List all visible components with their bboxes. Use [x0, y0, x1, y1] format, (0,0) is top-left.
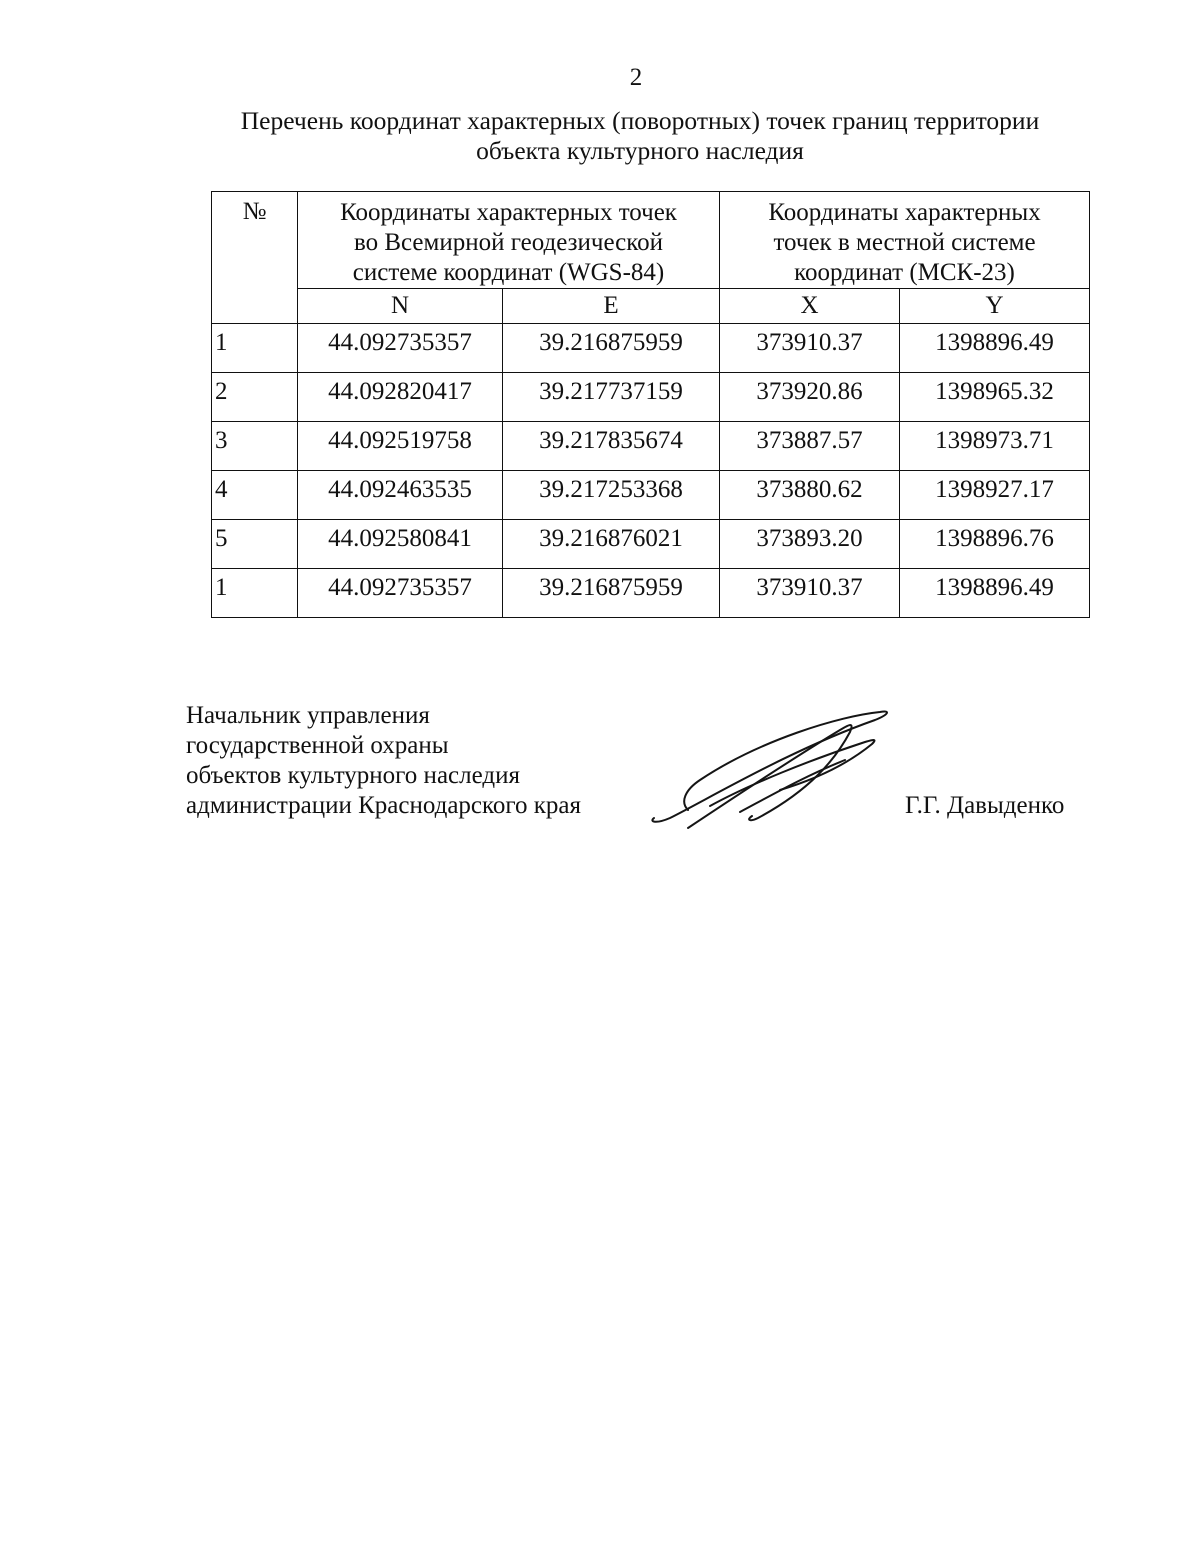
cell-x: 373920.86: [720, 373, 900, 422]
signatory-name: Г.Г. Давыденко: [905, 792, 1065, 819]
header-wgs84-group: [298, 192, 720, 289]
coordinates-table: [211, 191, 1090, 618]
header-e: E: [503, 289, 720, 324]
document-title: [140, 106, 1140, 166]
header-wgs-line: во Всемирной геодезической: [353, 229, 664, 256]
cell-e: 39.216875959: [503, 324, 720, 373]
cell-e: 39.216876021: [503, 520, 720, 569]
title-line-1: Перечень координат характерных (поворотных) точек границ территории: [240, 106, 1040, 135]
cell-y: 1398896.49: [900, 569, 1090, 618]
cell-x: 373910.37: [720, 324, 900, 373]
position-line: объектов культурного наследия: [186, 762, 520, 789]
table-row: [212, 373, 1090, 422]
cell-y: 1398896.76: [900, 520, 1090, 569]
table-row: [212, 520, 1090, 569]
cell-x: 373887.57: [720, 422, 900, 471]
cell-point-number: 3: [212, 422, 298, 471]
header-msk-line: координат (МСК-23): [794, 259, 1015, 286]
table-header-row: [212, 192, 1090, 289]
header-y: Y: [900, 289, 1090, 324]
cell-e: 39.217253368: [503, 471, 720, 520]
header-msk-line: точек в местной системе: [773, 229, 1036, 256]
header-number: №: [212, 192, 298, 324]
position-line: администрации Краснодарского края: [186, 792, 582, 819]
signatory-position: [186, 701, 581, 821]
table-row: [212, 471, 1090, 520]
cell-x: 373880.62: [720, 471, 900, 520]
header-msk23-group: [720, 192, 1090, 289]
cell-y: 1398965.32: [900, 373, 1090, 422]
cell-n: 44.092463535: [298, 471, 503, 520]
cell-point-number: 4: [212, 471, 298, 520]
table-row: [212, 324, 1090, 373]
cell-x: 373893.20: [720, 520, 900, 569]
cell-point-number: 5: [212, 520, 298, 569]
position-line: Начальник управления: [186, 702, 430, 729]
title-line-2: объекта культурного наследия: [476, 136, 804, 165]
cell-point-number: 1: [212, 324, 298, 373]
cell-n: 44.092820417: [298, 373, 503, 422]
cell-y: 1398896.49: [900, 324, 1090, 373]
page-number: 2: [629, 64, 643, 91]
cell-e: 39.217835674: [503, 422, 720, 471]
cell-n: 44.092735357: [298, 569, 503, 618]
table-row: [212, 422, 1090, 471]
header-wgs-line: Координаты характерных точек: [340, 199, 677, 226]
cell-e: 39.217737159: [503, 373, 720, 422]
handwritten-signature: [640, 700, 900, 840]
cell-y: 1398973.71: [900, 422, 1090, 471]
header-x: X: [720, 289, 900, 324]
cell-y: 1398927.17: [900, 471, 1090, 520]
table-row: [212, 569, 1090, 618]
position-line: государственной охраны: [186, 732, 449, 759]
header-msk-line: Координаты характерных: [768, 199, 1041, 226]
cell-point-number: 1: [212, 569, 298, 618]
cell-x: 373910.37: [720, 569, 900, 618]
cell-point-number: 2: [212, 373, 298, 422]
header-n: N: [298, 289, 503, 324]
cell-n: 44.092519758: [298, 422, 503, 471]
cell-n: 44.092580841: [298, 520, 503, 569]
table-subheader-row: [212, 289, 1090, 324]
cell-e: 39.216875959: [503, 569, 720, 618]
cell-n: 44.092735357: [298, 324, 503, 373]
header-wgs-line: системе координат (WGS-84): [352, 259, 665, 286]
